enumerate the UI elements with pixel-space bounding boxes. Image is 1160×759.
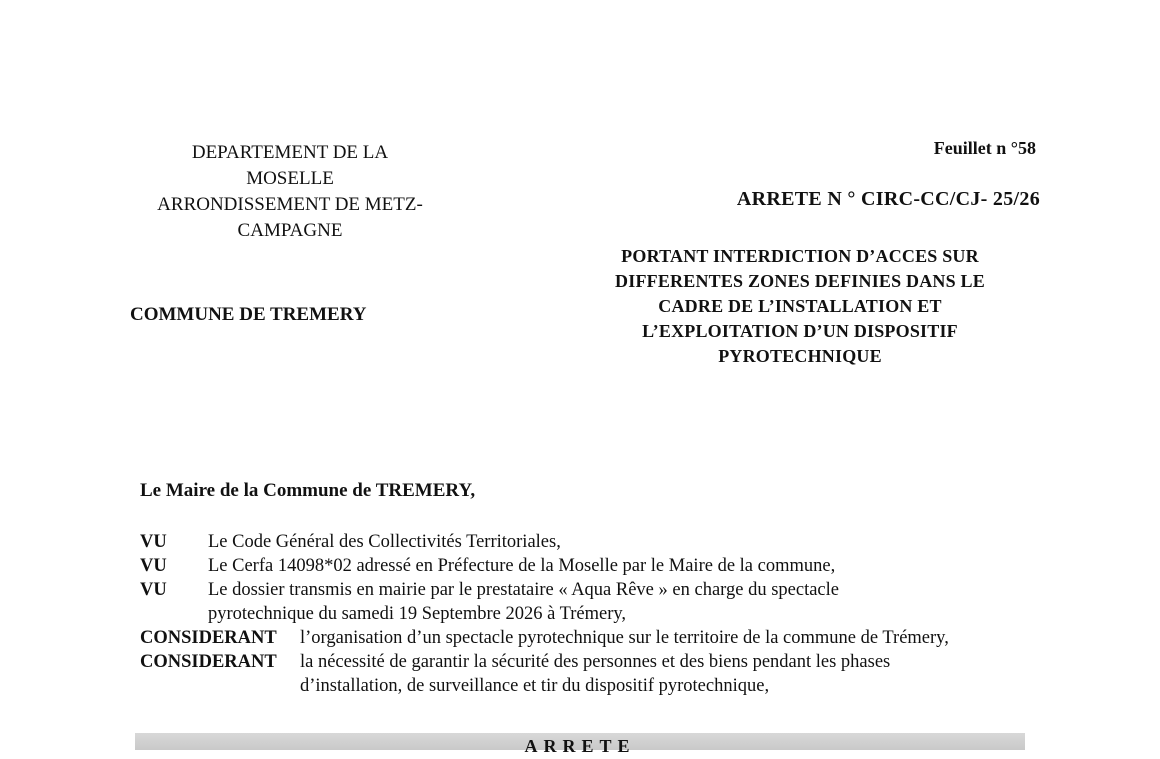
considerant-text: d’installation, de surveillance et tir du dispositif pyrotechnique,: [300, 676, 770, 696]
arrondissement-line: CAMPAGNE: [237, 220, 343, 241]
vu-text: Le Code Général des Collectivités Territoriales,: [208, 532, 561, 552]
vu-label: VU: [140, 532, 167, 552]
considerant-text: la nécessité de garantir la sécurité des personnes et des biens pendant les phases: [300, 652, 891, 672]
vu-label: VU: [140, 580, 167, 600]
arrete-section-title: ARRETE: [524, 736, 636, 756]
department-line: MOSELLE: [246, 168, 334, 189]
arrondissement-line: ARRONDISSEMENT DE METZ-: [157, 194, 423, 215]
considerant-label: CONSIDERANT: [140, 628, 277, 648]
subject-line: PYROTECHNIQUE: [718, 346, 882, 366]
vu-text: Le Cerfa 14098*02 adressé en Préfecture de la Moselle par le Maire de la commune,: [208, 556, 836, 576]
decree-number: ARRETE N ° CIRC-CC/CJ- 25/26: [736, 188, 1040, 210]
subject-line: DIFFERENTES ZONES DEFINIES DANS LE: [615, 271, 985, 291]
mayor-heading: Le Maire de la Commune de TREMERY,: [140, 480, 476, 501]
arrete-section-band: [135, 733, 1025, 756]
vu-text: pyrotechnique du samedi 19 Septembre 2026 à Trémery,: [208, 604, 627, 624]
subject-line: L’EXPLOITATION D’UN DISPOSITIF: [642, 321, 958, 341]
considerant-label: CONSIDERANT: [140, 652, 277, 672]
department-header: [130, 140, 450, 244]
vu-text: Le dossier transmis en mairie par le prestataire « Aqua Rêve » en charge du spectacle: [208, 580, 839, 600]
vu-label: VU: [140, 556, 167, 576]
decree-subject: [560, 244, 1040, 369]
subject-line: PORTANT INTERDICTION D’ACCES SUR: [621, 246, 979, 266]
commune-title: COMMUNE DE TREMERY: [130, 304, 367, 325]
subject-line: CADRE DE L’INSTALLATION ET: [658, 296, 942, 316]
department-line: DEPARTEMENT DE LA: [191, 142, 389, 163]
sheet-number: Feuillet n °58: [933, 138, 1036, 158]
considerant-text: l’organisation d’un spectacle pyrotechnique sur le territoire de la commune de Trémery,: [300, 628, 949, 648]
